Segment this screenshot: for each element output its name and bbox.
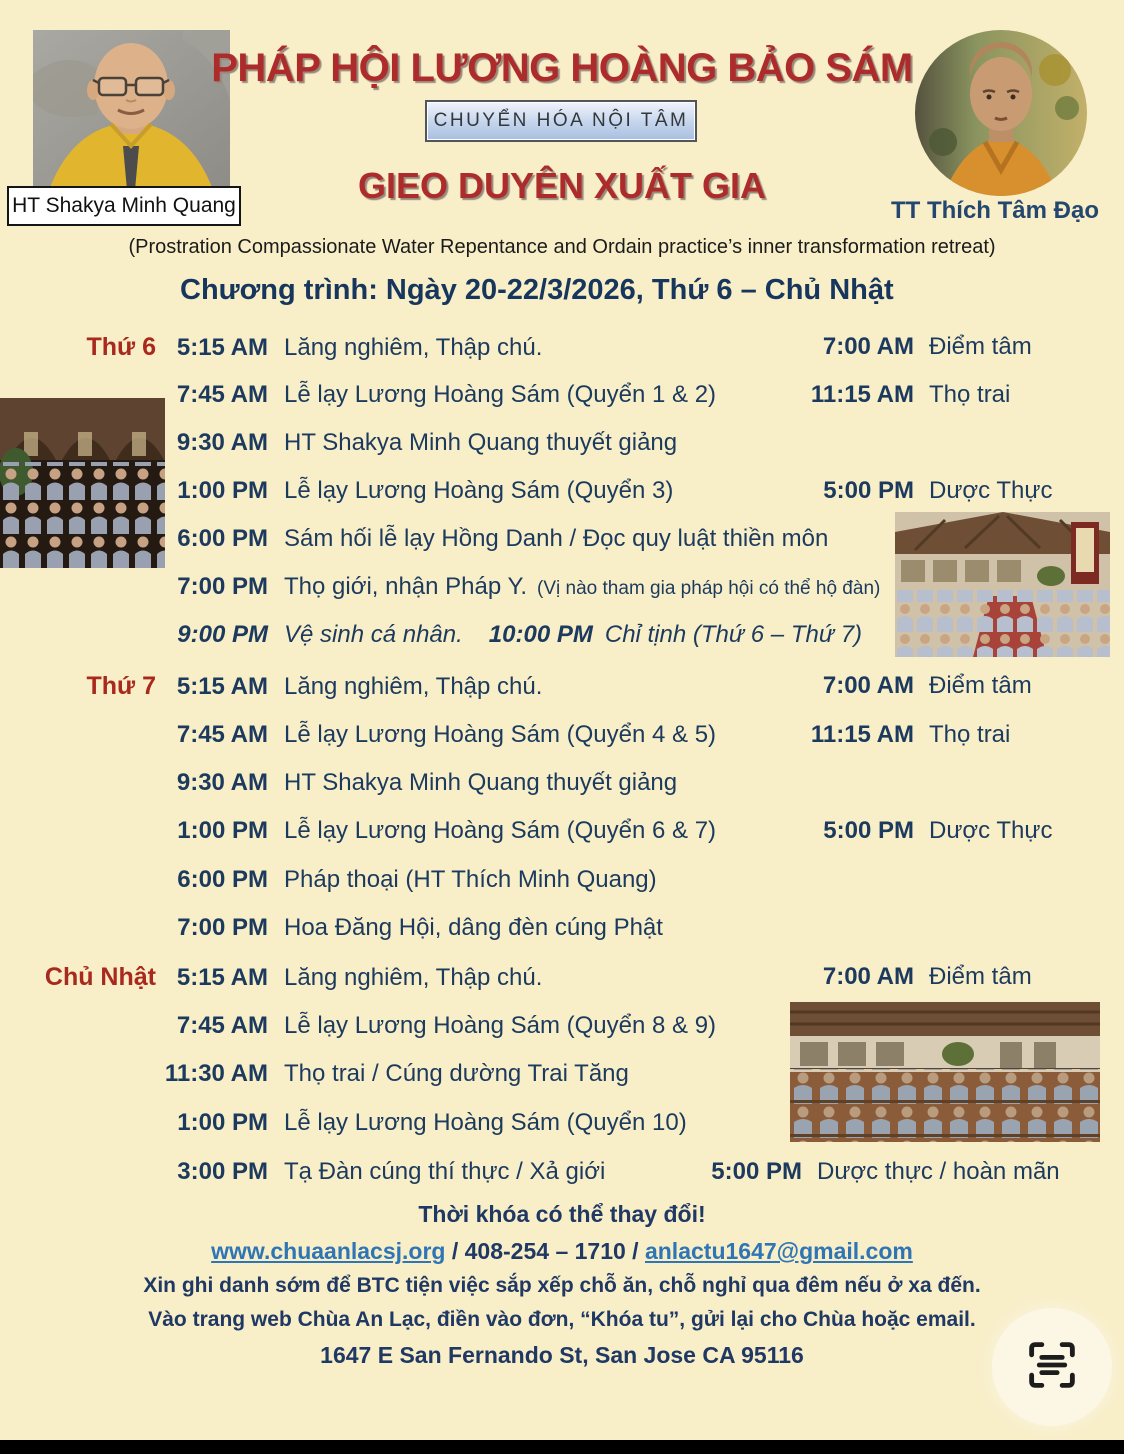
time: 7:00 AM [822, 963, 914, 990]
time: 3:00 PM [177, 1158, 268, 1185]
caption-ht-shakya-minh-quang: HT Shakya Minh Quang [7, 186, 241, 226]
time: 11:15 AM [810, 381, 914, 408]
schedule-row [0, 914, 1124, 942]
activity: Lễ lạy Lương Hoàng Sám (Quyển 3) [284, 477, 674, 504]
activity: HT Shakya Minh Quang thuyết giảng [284, 769, 678, 796]
photo-temple-hall-seated [790, 1002, 1100, 1142]
activity: Thọ trai [929, 381, 1011, 408]
time: 6:00 PM [177, 866, 268, 893]
time: 9:00 PM [177, 621, 268, 648]
day-label: Thứ 6 [86, 333, 156, 361]
activity: Lễ lạy Lương Hoàng Sám (Quyển 4 & 5) [284, 721, 717, 748]
time: 9:30 AM [176, 769, 268, 796]
registration-note-2: Vào trang web Chùa An Lạc, điền vào đơn, “Khóa tu”, gửi lại cho Chùa hoặc email. [148, 1308, 976, 1331]
schedule-row [0, 429, 1124, 457]
time: 7:00 AM [822, 672, 914, 699]
time: 7:00 PM [177, 914, 268, 941]
activity: Chỉ tịnh (Thứ 6 – Thứ 7) [604, 621, 863, 648]
schedule-row [0, 477, 1124, 505]
day-label: Thứ 7 [86, 672, 156, 700]
schedule-row [0, 672, 1124, 701]
time: 5:00 PM [823, 477, 914, 504]
website-link[interactable]: www.chuaanlacsj.org [211, 1238, 446, 1264]
time: 7:00 AM [822, 333, 914, 360]
time: 11:15 AM [810, 721, 914, 748]
time: 9:30 AM [176, 429, 268, 456]
activity: Thọ giới, nhận Pháp Y. [284, 573, 528, 600]
live-text-button[interactable] [992, 1308, 1112, 1426]
schedule-change-note: Thời khóa có thể thay đổi! [418, 1201, 706, 1227]
schedule-row [0, 817, 1124, 845]
time: 10:00 PM [488, 621, 593, 648]
activity-note: (Vị nào tham gia pháp hội có thể hộ đàn) [537, 578, 881, 599]
activity: Dược Thực [929, 477, 1053, 504]
program-heading: Chương trình: Ngày 20-22/3/2026, Thứ 6 – Chủ Nhật [180, 274, 894, 306]
contact-line [0, 1238, 1124, 1265]
activity: Điểm tâm [929, 672, 1032, 699]
time: 7:00 PM [177, 573, 268, 600]
email-link[interactable]: anlactu1647@gmail.com [644, 1238, 913, 1264]
time: 5:15 AM [176, 673, 268, 700]
time: 5:00 PM [823, 817, 914, 844]
activity: Lễ lạy Lương Hoàng Sám (Quyển 1 & 2) [284, 381, 717, 408]
activity: Lăng nghiêm, Thập chú. [284, 334, 543, 361]
time: 1:00 PM [177, 817, 268, 844]
time: 5:15 AM [176, 334, 268, 361]
activity: Tạ Đàn cúng thí thực / Xả giới [284, 1158, 606, 1185]
bottom-bar [0, 1440, 1124, 1454]
time: 1:00 PM [177, 1109, 268, 1136]
schedule-row [0, 1158, 1124, 1186]
activity: Điểm tâm [929, 333, 1032, 360]
activity: Sám hối lễ lạy Hồng Danh / Đọc quy luật thiền môn [284, 525, 829, 552]
portrait-tt-thich-tam-dao [915, 30, 1087, 196]
activity: Lễ lạy Lương Hoàng Sám (Quyển 6 & 7) [284, 817, 717, 844]
activity: Pháp thoại (HT Thích Minh Quang) [284, 866, 657, 893]
time: 6:00 PM [177, 525, 268, 552]
photo-temple-hall-bowing [895, 512, 1110, 657]
time: 7:45 AM [176, 381, 268, 408]
page-title: PHÁP HỘI LƯƠNG HOÀNG BẢO SÁM [211, 46, 913, 90]
schedule-row [0, 963, 1124, 992]
theme-badge: CHUYỂN HÓA NỘI TÂM [425, 100, 697, 142]
schedule-row [0, 381, 1124, 409]
time: 7:45 AM [176, 721, 268, 748]
page-subtitle-main: GIEO DUYÊN XUẤT GIA [357, 165, 767, 206]
schedule-row [0, 333, 1124, 362]
time: 1:00 PM [177, 477, 268, 504]
caption-tt-thich-tam-dao: TT Thích Tâm Đạo [890, 197, 1099, 224]
address-line: 1647 E San Fernando St, San Jose CA 95116 [320, 1342, 804, 1368]
activity: Điểm tâm [929, 963, 1032, 990]
time: 7:45 AM [176, 1012, 268, 1039]
activity: Lễ lạy Lương Hoàng Sám (Quyển 10) [284, 1109, 687, 1136]
live-text-icon [1024, 1337, 1080, 1398]
registration-note-1: Xin ghi danh sớm để BTC tiện việc sắp xếp chỗ ăn, chỗ nghỉ qua đêm nếu ở xa đến. [143, 1274, 981, 1297]
english-subtitle: (Prostration Compassionate Water Repentance and Ordain practice’s inner transformation retreat) [128, 236, 996, 258]
activity: Dược Thực [929, 817, 1053, 844]
activity: Lăng nghiêm, Thập chú. [284, 673, 543, 700]
schedule-row [0, 866, 1124, 894]
activity: Thọ trai / Cúng dường Trai Tăng [284, 1060, 629, 1087]
activity: Thọ trai [929, 721, 1011, 748]
time: 5:00 PM [711, 1158, 802, 1185]
activity: Vệ sinh cá nhân. [284, 621, 463, 648]
schedule-row [0, 721, 1124, 749]
activity: Hoa Đăng Hội, dâng đèn cúng Phật [284, 914, 663, 941]
schedule-row [0, 769, 1124, 797]
activity: HT Shakya Minh Quang thuyết giảng [284, 429, 678, 456]
activity: Dược thực / hoàn mãn [817, 1158, 1060, 1185]
activity: Lễ lạy Lương Hoàng Sám (Quyển 8 & 9) [284, 1012, 717, 1039]
activity: Lăng nghiêm, Thập chú. [284, 964, 543, 991]
time: 11:30 AM [164, 1060, 268, 1087]
photo-retreat-standing-crowd [0, 398, 165, 568]
phone-number: / 408-254 – 1710 / [445, 1238, 645, 1264]
time: 5:15 AM [176, 964, 268, 991]
day-label: Chủ Nhật [44, 963, 156, 991]
